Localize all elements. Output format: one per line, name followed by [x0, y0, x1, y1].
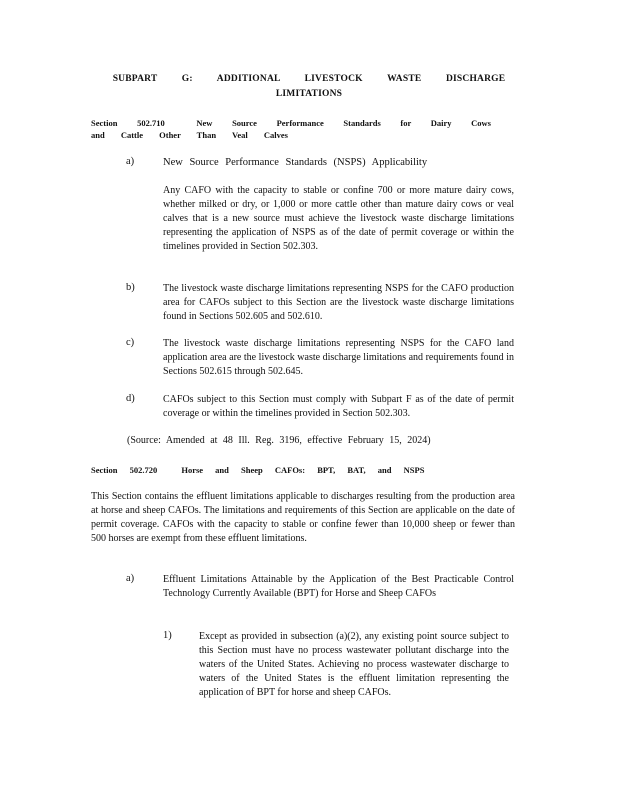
section-title: Horse and Sheep CAFOs: BPT, BAT, and NSPS — [181, 465, 425, 475]
subitem-1-text: Except as provided in subsection (a)(2), any existing point source subject to this Section must have no process wastewater pollutant discharge into the waters of the United States. Achieving no process wastewater discharge to waters of the United States is the effluent limitation representing the application of BPT for horse and sheep CAFOs. — [199, 631, 509, 698]
section-intro-text: This Section contains the effluent limitations applicable to discharges resulting from the production area at horse and sheep CAFOs. The limitations and requirements of this Section are applicable on the date of permit coverage. CAFOs with the capacity to stable or confine fewer than 10,000 sheep or fewer than 500 horses are exempt from these effluent limitations. — [91, 491, 515, 544]
item-a-heading: Effluent Limitations Attainable by the Application of the Best Practicable Control Technology Currently Available (BPT) for Horse and Sheep CAFOs — [163, 574, 514, 599]
item-b-marker: b) — [126, 282, 135, 293]
item-a-text: Any CAFO with the capacity to stable or confine 700 or more mature dairy cows, whether milked or dry, or 1,000 or more cattle other than mature dairy cows or veal calves that is a new source must achieve the livestock waste discharge limitations representing the application of NSPS as of the date of permit coverage or within the timelines provided in Section 502.303. — [163, 185, 514, 252]
section-number: Section 502.710 — [91, 118, 165, 128]
section-number: Section 502.720 — [91, 465, 158, 475]
subpart-title-line2: LIMITATIONS — [275, 89, 343, 99]
subitem-1-marker: 1) — [163, 630, 172, 641]
subpart-title-line1: SUBPART G: ADDITIONAL LIVESTOCK WASTE DISCHARGE — [112, 74, 506, 84]
section-title: New Source Performance Standards for Dairy Cows and Cattle Other Than Veal Calves — [91, 118, 491, 140]
item-d-marker: d) — [126, 393, 135, 404]
item-a-marker: a) — [126, 156, 135, 167]
source-note: (Source: Amended at 48 Ill. Reg. 3196, effective February 15, 2024) — [127, 435, 431, 446]
item-b-text: The livestock waste discharge limitations representing NSPS for the CAFO production area for CAFOs subject to this Section are the livestock waste discharge limitations found in Sections 502.605 and 502.610. — [163, 283, 514, 322]
section-502-720-heading — [91, 464, 491, 476]
section-502-710-heading — [91, 117, 491, 141]
item-c-marker: c) — [126, 337, 135, 348]
subpart-title — [0, 72, 618, 102]
item-d-text: CAFOs subject to this Section must comply with Subpart F as of the date of permit coverage or within the timelines provided in Section 502.303. — [163, 394, 514, 419]
item-c-text: The livestock waste discharge limitations representing NSPS for the CAFO land application area are the livestock waste discharge limitations and requirements found in Sections 502.615 through 502.645. — [163, 338, 514, 377]
item-a-marker: a) — [126, 573, 135, 584]
item-a-heading: New Source Performance Standards (NSPS) Applicability — [163, 157, 428, 168]
